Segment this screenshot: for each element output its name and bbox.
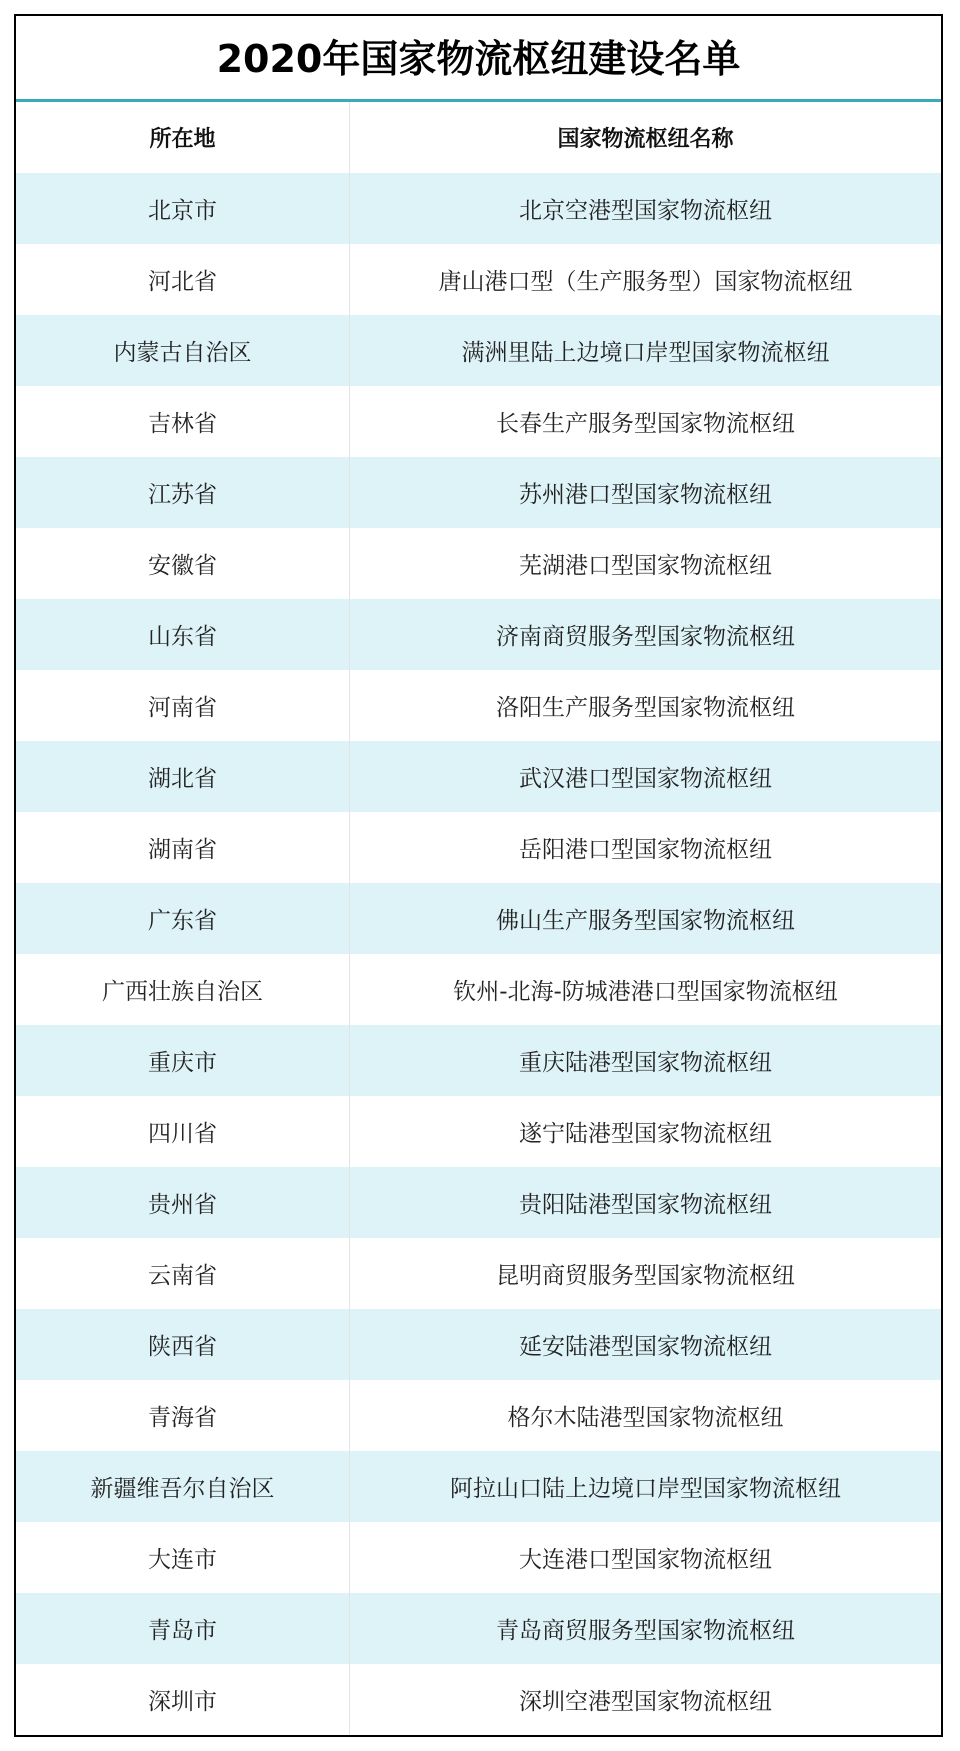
table-row xyxy=(16,1309,941,1380)
cell-hub-name: 满洲里陆上边境口岸型国家物流枢纽 xyxy=(461,340,830,366)
cell-hub-name: 昆明商贸服务型国家物流枢纽 xyxy=(496,1263,795,1289)
cell-location: 陕西省 xyxy=(16,1309,350,1380)
table-row xyxy=(16,244,941,315)
cell-hub-name: 大连港口型国家物流枢纽 xyxy=(519,1547,772,1573)
table-row xyxy=(16,1380,941,1451)
cell-location: 河南省 xyxy=(16,670,350,741)
table-row xyxy=(16,812,941,883)
cell-hub-name: 贵阳陆港型国家物流枢纽 xyxy=(519,1192,772,1218)
table-row xyxy=(16,528,941,599)
table-row xyxy=(16,670,941,741)
cell-location: 云南省 xyxy=(16,1238,350,1309)
table-frame xyxy=(14,14,943,1737)
table-row xyxy=(16,457,941,528)
cell-hub-name: 长春生产服务型国家物流枢纽 xyxy=(496,411,795,437)
cell-location: 内蒙古自治区 xyxy=(16,315,350,386)
column-header-hub-name: 国家物流枢纽名称 xyxy=(557,127,734,152)
table-row xyxy=(16,1096,941,1167)
table-row xyxy=(16,173,941,244)
cell-hub-name: 洛阳生产服务型国家物流枢纽 xyxy=(496,695,795,721)
cell-location: 江苏省 xyxy=(16,457,350,528)
cell-location: 湖南省 xyxy=(16,812,350,883)
table-header-row xyxy=(16,102,941,173)
cell-location: 山东省 xyxy=(16,599,350,670)
table-row xyxy=(16,1025,941,1096)
cell-location: 广东省 xyxy=(16,883,350,954)
cell-hub-name: 武汉港口型国家物流枢纽 xyxy=(519,766,772,792)
cell-hub-name: 遂宁陆港型国家物流枢纽 xyxy=(519,1121,772,1147)
table-row xyxy=(16,315,941,386)
cell-hub-name: 延安陆港型国家物流枢纽 xyxy=(519,1334,772,1360)
cell-location: 深圳市 xyxy=(16,1664,350,1735)
cell-location: 大连市 xyxy=(16,1522,350,1593)
cell-hub-name: 苏州港口型国家物流枢纽 xyxy=(519,482,772,508)
cell-hub-name: 北京空港型国家物流枢纽 xyxy=(519,198,772,224)
cell-location: 安徽省 xyxy=(16,528,350,599)
column-header-location: 所在地 xyxy=(16,102,350,173)
cell-hub-name: 唐山港口型（生产服务型）国家物流枢纽 xyxy=(438,269,853,295)
table-row xyxy=(16,954,941,1025)
cell-location: 青岛市 xyxy=(16,1593,350,1664)
cell-location: 北京市 xyxy=(16,173,350,244)
cell-hub-name: 格尔木陆港型国家物流枢纽 xyxy=(507,1405,784,1431)
page-title: 2020年国家物流枢纽建设名单 xyxy=(16,16,941,102)
table-row xyxy=(16,386,941,457)
table-row xyxy=(16,1238,941,1309)
cell-hub-name: 钦州-北海-防城港港口型国家物流枢纽 xyxy=(453,979,838,1005)
cell-hub-name: 青岛商贸服务型国家物流枢纽 xyxy=(496,1618,795,1644)
cell-hub-name: 济南商贸服务型国家物流枢纽 xyxy=(496,624,795,650)
cell-hub-name: 重庆陆港型国家物流枢纽 xyxy=(519,1050,772,1076)
cell-location: 河北省 xyxy=(16,244,350,315)
table-body xyxy=(16,173,941,1735)
cell-hub-name: 阿拉山口陆上边境口岸型国家物流枢纽 xyxy=(450,1476,841,1502)
cell-hub-name: 芜湖港口型国家物流枢纽 xyxy=(519,553,772,579)
table-row xyxy=(16,1593,941,1664)
cell-location: 贵州省 xyxy=(16,1167,350,1238)
table-row xyxy=(16,741,941,812)
cell-hub-name: 佛山生产服务型国家物流枢纽 xyxy=(496,908,795,934)
cell-hub-name: 深圳空港型国家物流枢纽 xyxy=(519,1689,772,1715)
cell-location: 广西壮族自治区 xyxy=(16,954,350,1025)
cell-location: 吉林省 xyxy=(16,386,350,457)
cell-hub-name: 岳阳港口型国家物流枢纽 xyxy=(519,837,772,863)
table-row xyxy=(16,599,941,670)
cell-location: 湖北省 xyxy=(16,741,350,812)
cell-location: 重庆市 xyxy=(16,1025,350,1096)
cell-location: 四川省 xyxy=(16,1096,350,1167)
table-row xyxy=(16,883,941,954)
table-row xyxy=(16,1167,941,1238)
table-row xyxy=(16,1664,941,1735)
table-row xyxy=(16,1451,941,1522)
cell-location: 青海省 xyxy=(16,1380,350,1451)
cell-location: 新疆维吾尔自治区 xyxy=(16,1451,350,1522)
table-row xyxy=(16,1522,941,1593)
